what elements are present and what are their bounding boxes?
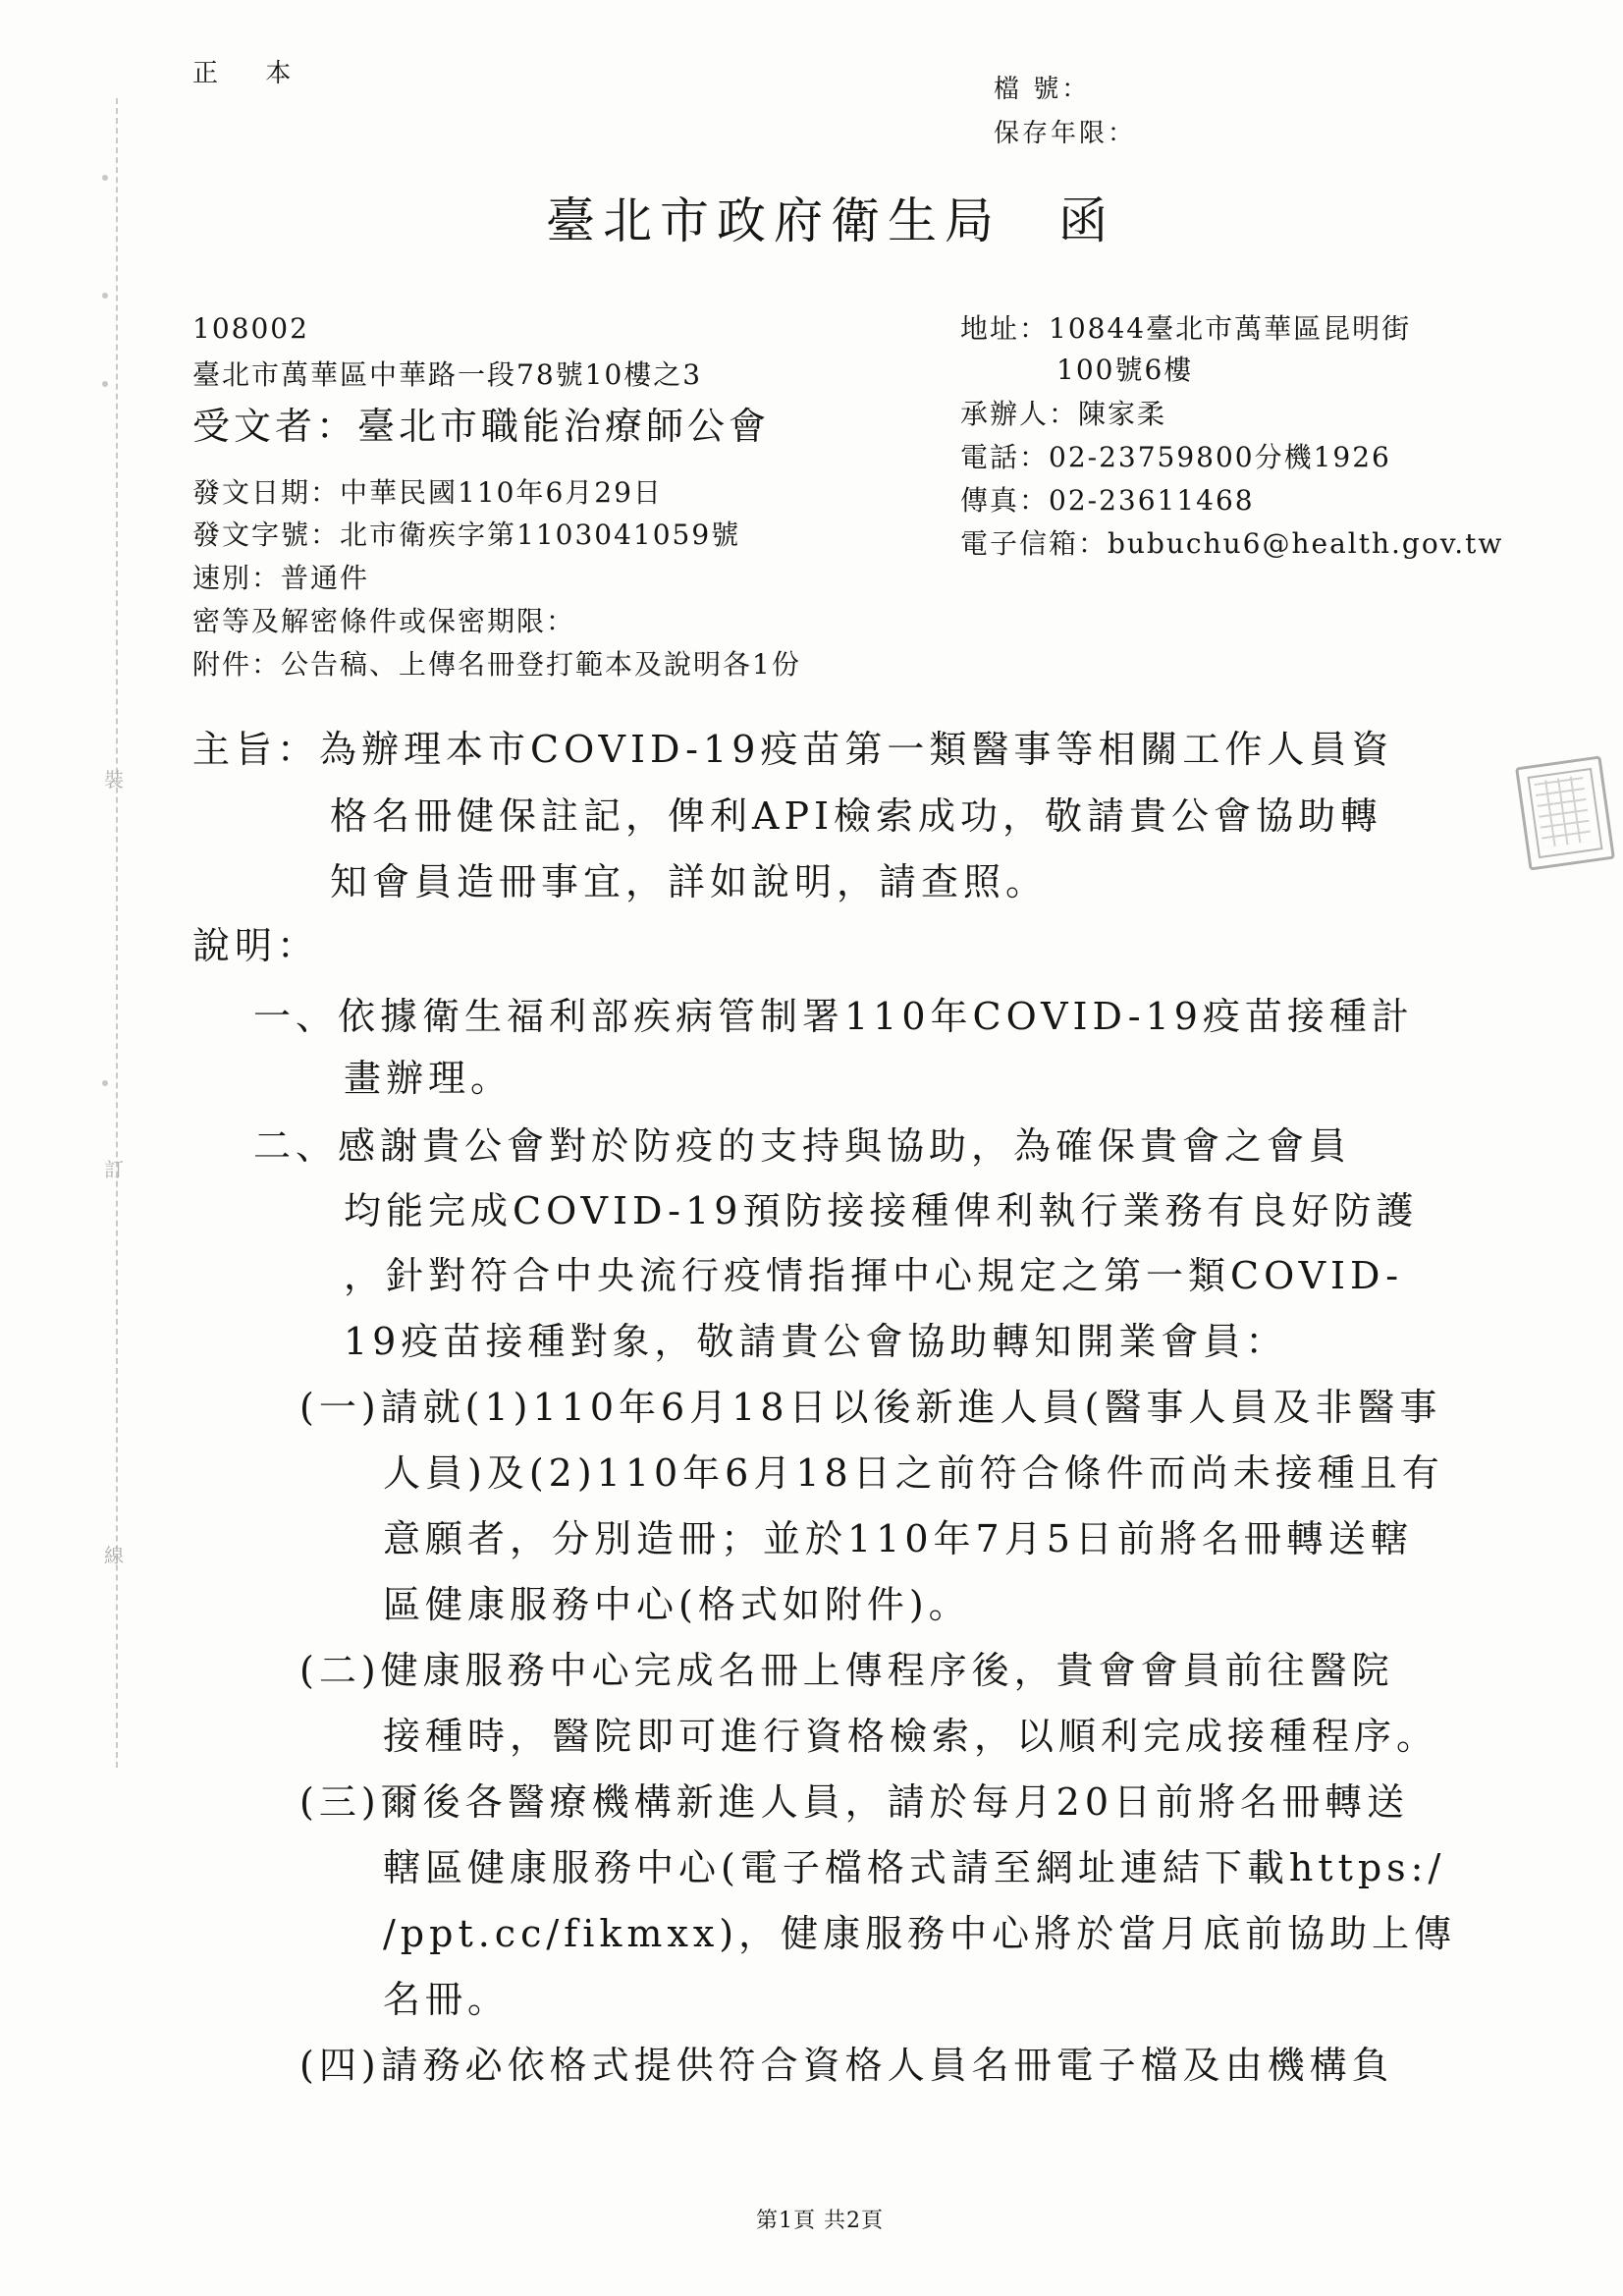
retention-period-label: 保存年限： bbox=[994, 119, 1137, 148]
sub-item-3: 轄區健康服務中心(電子檔格式請至網址連結下載https:/ bbox=[383, 1846, 1446, 1889]
sub-item-1: 意願者，分別造冊；並於110年7月5日前將名冊轉送轄 bbox=[383, 1517, 1413, 1560]
copy-label: 正 本 bbox=[192, 59, 311, 88]
explanation-label: 說明： bbox=[192, 924, 320, 967]
explanation-item-1: 一、依據衛生福利部疾病管制署110年COVID-19疫苗接種計 bbox=[253, 995, 1414, 1038]
fax: 傳真：02-23611468 bbox=[960, 484, 1255, 517]
document-title: 臺北市政府衛生局 函 bbox=[546, 192, 1115, 249]
file-number-label: 檔 號： bbox=[994, 75, 1091, 104]
explanation-item-1: 畫辦理。 bbox=[344, 1057, 514, 1100]
sub-item-3: (三)爾後各醫療機構新進人員，請於每月20日前將名冊轉送 bbox=[299, 1780, 1410, 1824]
binding-mark: 線 bbox=[104, 1544, 124, 1567]
sub-item-1: 人員)及(2)110年6月18日之前符合條件而尚未接種且有 bbox=[383, 1451, 1444, 1495]
document-number: 發文字號：北市衛疾字第1103041059號 bbox=[192, 519, 741, 551]
binding-hole bbox=[102, 381, 108, 387]
postal-code: 108002 bbox=[192, 312, 309, 345]
binding-line bbox=[116, 98, 118, 1768]
handler: 承辦人：陳家柔 bbox=[960, 398, 1167, 430]
sub-item-2: 接種時，醫院即可進行資格檢索，以順利完成接種程序。 bbox=[383, 1715, 1439, 1758]
subject-line: 格名冊健保註記，俾利API檢索成功，敬請貴公會協助轉 bbox=[330, 794, 1383, 838]
sub-item-3: 名冊。 bbox=[383, 1978, 511, 2021]
email: 電子信箱：bubuchu6@health.gov.tw bbox=[960, 527, 1504, 560]
binding-mark: 訂 bbox=[104, 1158, 124, 1181]
binding-hole bbox=[102, 175, 108, 181]
speed-category: 速別：普通件 bbox=[192, 562, 370, 594]
binding-hole bbox=[102, 293, 108, 299]
explanation-item-2: ，針對符合中央流行疫情指揮中心規定之第一類COVID- bbox=[344, 1254, 1404, 1297]
binding-hole bbox=[102, 1080, 108, 1086]
subject-line: 主旨：為辦理本市COVID-19疫苗第一類醫事等相關工作人員資 bbox=[192, 728, 1394, 771]
page-number: 第1頁 共2頁 bbox=[756, 2209, 884, 2233]
official-seal bbox=[1515, 755, 1615, 870]
sub-item-1: (一)請就(1)110年6月18日以後新進人員(醫事人員及非醫事 bbox=[299, 1386, 1442, 1429]
explanation-item-2: 二、感謝貴公會對於防疫的支持與協助，為確保貴會之會員 bbox=[253, 1124, 1352, 1168]
subject-line: 知會員造冊事宜，詳如說明，請查照。 bbox=[330, 860, 1049, 903]
phone: 電話：02-23759800分機1926 bbox=[960, 441, 1391, 473]
sub-item-2: (二)健康服務中心完成名冊上傳程序後，貴會會員前往醫院 bbox=[299, 1649, 1394, 1692]
binding-mark: 裝 bbox=[104, 768, 124, 792]
sub-item-3: /ppt.cc/fikmxx)，健康服務中心將於當月底前協助上傳 bbox=[383, 1912, 1457, 1955]
sub-item-4: (四)請務必依格式提供符合資格人員名冊電子檔及由機構負 bbox=[299, 2044, 1394, 2087]
explanation-item-2: 均能完成COVID-19預防接接種俾利執行業務有良好防護 bbox=[344, 1189, 1419, 1232]
recipient-address: 臺北市萬華區中華路一段78號10樓之3 bbox=[192, 358, 703, 391]
explanation-item-2: 19疫苗接種對象，敬請貴公會協助轉知開業會員： bbox=[344, 1320, 1288, 1363]
confidentiality: 密等及解密條件或保密期限： bbox=[192, 605, 576, 637]
sender-address-line1: 地址：10844臺北市萬華區昆明街 bbox=[960, 312, 1412, 345]
issue-date: 發文日期：中華民國110年6月29日 bbox=[192, 476, 663, 509]
sender-address-line2: 100號6樓 bbox=[1056, 354, 1194, 386]
sub-item-1: 區健康服務中心(格式如附件)。 bbox=[383, 1583, 971, 1626]
attachments: 附件：公告稿、上傳名冊登打範本及說明各1份 bbox=[192, 648, 801, 681]
recipient-name: 受文者：臺北市職能治療師公會 bbox=[192, 405, 771, 448]
